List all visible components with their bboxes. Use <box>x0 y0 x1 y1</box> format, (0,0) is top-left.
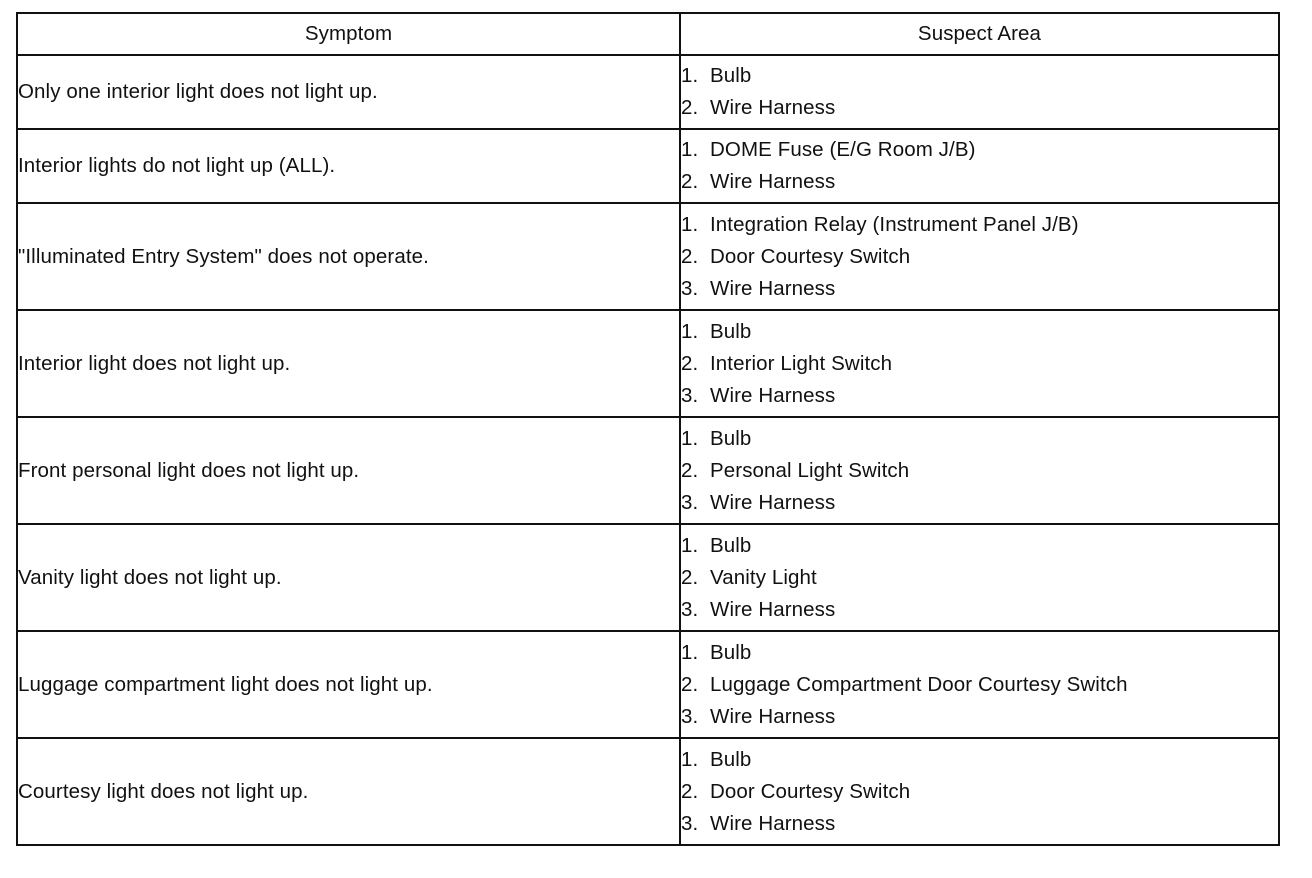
table-row <box>17 203 1279 310</box>
suspect-area-cell <box>680 129 1279 203</box>
suspect-item-number: 3. <box>681 811 699 835</box>
suspect-item <box>681 530 1278 562</box>
suspect-item <box>681 273 1278 305</box>
table-row <box>17 417 1279 524</box>
suspect-item <box>681 744 1278 776</box>
column-header-symptom: Symptom <box>17 13 680 55</box>
suspect-item-text: Bulb <box>710 319 752 343</box>
suspect-item-text: Wire Harness <box>710 383 836 407</box>
suspect-item <box>681 594 1278 626</box>
table-row <box>17 310 1279 417</box>
suspect-item-text: Bulb <box>710 747 752 771</box>
suspect-area-cell <box>680 738 1279 845</box>
suspect-item-text: Interior Light Switch <box>710 351 893 375</box>
suspect-item-text: Personal Light Switch <box>710 458 910 482</box>
suspect-item-number: 3. <box>681 490 699 514</box>
suspect-item <box>681 316 1278 348</box>
table-row <box>17 55 1279 129</box>
suspect-item-text: Bulb <box>710 64 752 87</box>
suspect-item-text: Wire Harness <box>710 490 836 514</box>
suspect-item-number: 1. <box>681 64 699 87</box>
suspect-area-cell <box>680 417 1279 524</box>
symptom-cell: Luggage compartment light does not light up. <box>17 631 680 738</box>
symptom-table <box>16 12 1280 846</box>
table-row <box>17 129 1279 203</box>
suspect-item-text: Integration Relay (Instrument Panel J/B) <box>710 212 1079 236</box>
suspect-item <box>681 808 1278 840</box>
suspect-item-number: 2. <box>681 244 699 268</box>
suspect-item-number: 2. <box>681 565 699 589</box>
table-row <box>17 524 1279 631</box>
suspect-item-number: 2. <box>681 170 699 193</box>
suspect-item-text: Door Courtesy Switch <box>710 244 911 268</box>
symptom-cell: "Illuminated Entry System" does not operate. <box>17 203 680 310</box>
suspect-item <box>681 241 1278 273</box>
suspect-item-number: 1. <box>681 426 699 450</box>
suspect-item-text: Bulb <box>710 426 752 450</box>
suspect-item <box>681 348 1278 380</box>
suspect-item-number: 3. <box>681 704 699 728</box>
suspect-item-text: Door Courtesy Switch <box>710 779 911 803</box>
suspect-item <box>681 423 1278 455</box>
symptom-cell: Courtesy light does not light up. <box>17 738 680 845</box>
symptom-cell: Only one interior light does not light up. <box>17 55 680 129</box>
suspect-item <box>681 455 1278 487</box>
suspect-item <box>681 134 1278 166</box>
suspect-item <box>681 637 1278 669</box>
suspect-item <box>681 60 1278 92</box>
table-row <box>17 738 1279 845</box>
suspect-item-number: 2. <box>681 779 699 803</box>
suspect-item-text: Wire Harness <box>710 96 836 119</box>
suspect-item-text: Wire Harness <box>710 704 836 728</box>
suspect-item-text: Wire Harness <box>710 811 836 835</box>
suspect-item-text: Bulb <box>710 640 752 664</box>
suspect-item-number: 1. <box>681 747 699 771</box>
symptom-cell: Front personal light does not light up. <box>17 417 680 524</box>
suspect-item-number: 3. <box>681 276 699 300</box>
symptom-cell: Interior light does not light up. <box>17 310 680 417</box>
suspect-item-number: 1. <box>681 319 699 343</box>
suspect-area-cell <box>680 203 1279 310</box>
column-header-suspect-area: Suspect Area <box>680 13 1279 55</box>
suspect-item <box>681 669 1278 701</box>
suspect-area-cell <box>680 631 1279 738</box>
suspect-area-cell <box>680 55 1279 129</box>
suspect-area-cell <box>680 310 1279 417</box>
suspect-item <box>681 776 1278 808</box>
suspect-item-text: Wire Harness <box>710 170 836 193</box>
suspect-item-number: 1. <box>681 533 699 557</box>
suspect-item <box>681 701 1278 733</box>
suspect-item <box>681 92 1278 124</box>
suspect-item-number: 1. <box>681 138 699 161</box>
suspect-item-number: 2. <box>681 351 699 375</box>
table-row <box>17 631 1279 738</box>
symptom-cell: Vanity light does not light up. <box>17 524 680 631</box>
suspect-item-text: Wire Harness <box>710 597 836 621</box>
suspect-item <box>681 380 1278 412</box>
suspect-item <box>681 166 1278 198</box>
suspect-item-number: 3. <box>681 383 699 407</box>
suspect-item-text: Bulb <box>710 533 752 557</box>
suspect-item <box>681 562 1278 594</box>
suspect-item-number: 1. <box>681 212 699 236</box>
suspect-item <box>681 209 1278 241</box>
table-body <box>17 55 1279 845</box>
suspect-item-number: 3. <box>681 597 699 621</box>
suspect-item-text: DOME Fuse (E/G Room J/B) <box>710 138 976 161</box>
suspect-item-number: 2. <box>681 96 699 119</box>
suspect-item-number: 2. <box>681 672 699 696</box>
suspect-item-text: Wire Harness <box>710 276 836 300</box>
suspect-item-text: Luggage Compartment Door Courtesy Switch <box>710 672 1128 696</box>
suspect-item-number: 2. <box>681 458 699 482</box>
suspect-area-cell <box>680 524 1279 631</box>
suspect-item <box>681 487 1278 519</box>
table-header-row <box>17 13 1279 55</box>
symptom-cell: Interior lights do not light up (ALL). <box>17 129 680 203</box>
suspect-item-number: 1. <box>681 640 699 664</box>
suspect-item-text: Vanity Light <box>710 565 817 589</box>
